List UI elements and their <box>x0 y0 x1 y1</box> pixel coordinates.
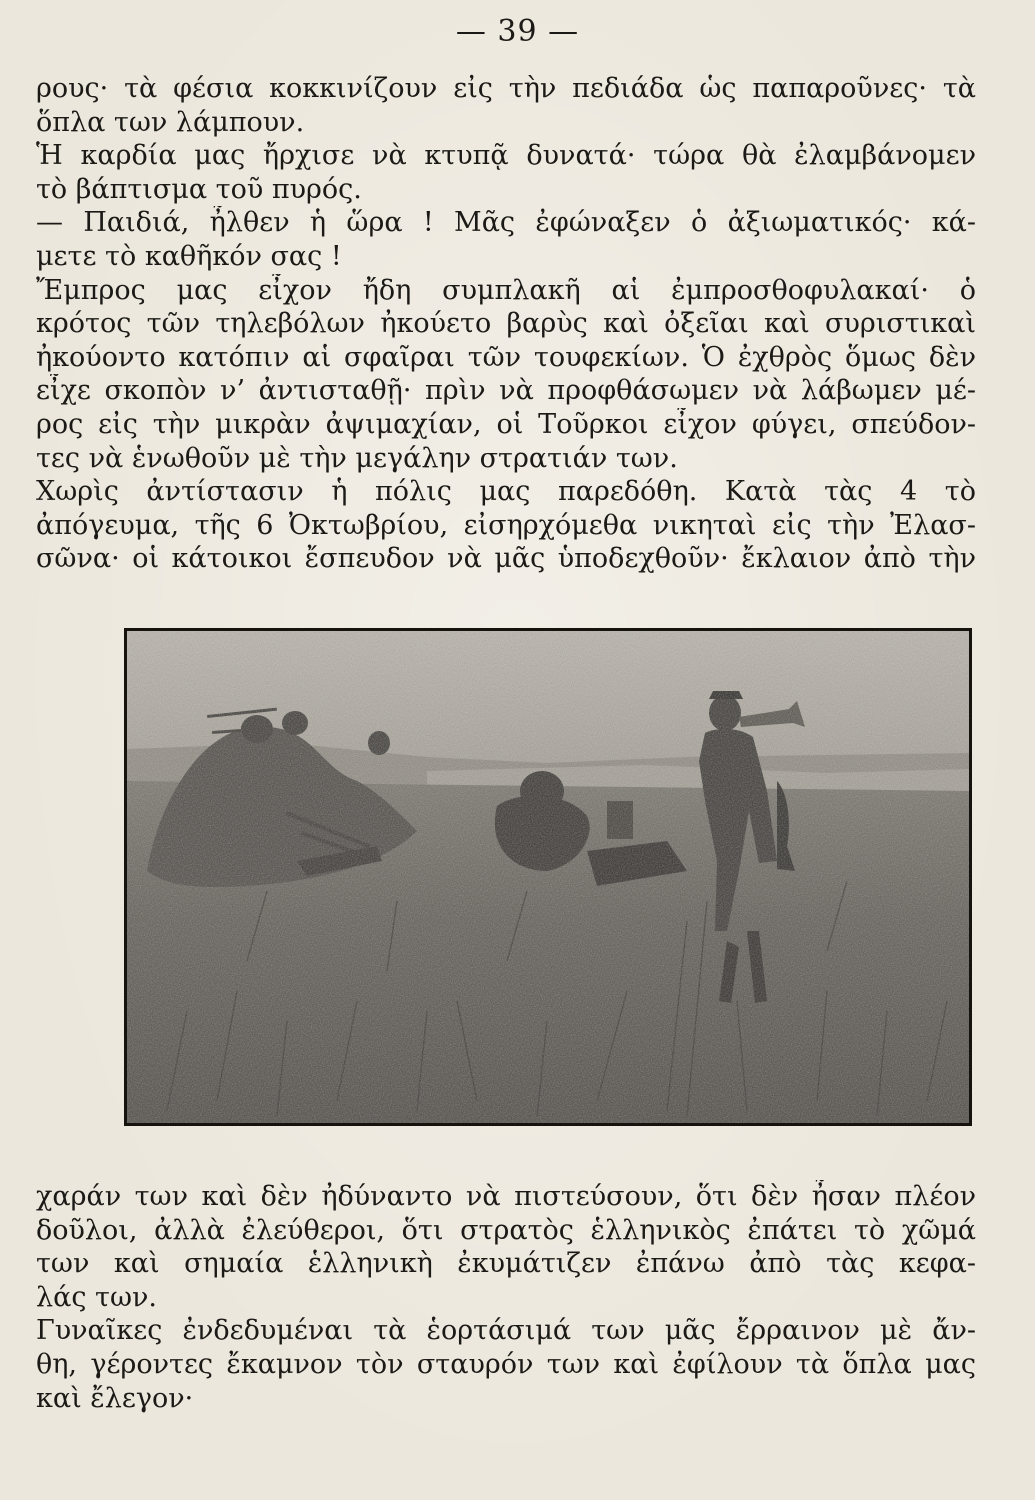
text-line: Χωρὶς ἀντίστασιν ἡ πόλις μας παρεδόθη. Κατὰ τὰς 4 τὸ <box>36 476 976 508</box>
text-line: εἶχε σκοπὸν ν’ ἀντισταθῇ· πρὶν νὰ προφθάσωμεν νὰ λάβωμεν μέ- <box>36 375 976 407</box>
text-line: καὶ ἔλεγον· <box>36 1382 194 1414</box>
photo-illustration <box>127 631 969 1123</box>
text-line: των καὶ σημαία ἑλληνικὴ ἐκυμάτιζεν ἐπάνω ἀπὸ τὰς κεφα- <box>36 1248 976 1280</box>
text-line: σῶνα· οἱ κάτοικοι ἔσπευδον νὰ μᾶς ὑποδεχθοῦν· ἔκλαιον ἀπὸ τὴν <box>36 543 976 575</box>
text-line: ρους· τὰ φέσια κοκκινίζουν εἰς τὴν πεδιάδα ὡς παπαροῦνες· τὰ <box>36 73 976 104</box>
battle-photograph <box>124 628 972 1126</box>
text-line: τὸ βάπτισμα τοῦ πυρός. <box>36 173 362 205</box>
text-line: θη, γέροντες ἔκαμνον τὸν σταυρόν των καὶ ἐφίλουν τὰ ὅπλα μας <box>36 1348 976 1380</box>
text-line: χαράν των καὶ δὲν ἠδύναντο νὰ πιστεύσουν, ὅτι δὲν ἦσαν πλέον <box>36 1181 976 1212</box>
text-line: δοῦλοι, ἀλλὰ ἐλεύθεροι, ὅτι στρατὸς ἑλληνικὸς ἐπάτει τὸ χῶμά <box>36 1214 976 1246</box>
text-line: Ἔμπρος μας εἶχον ἤδη συμπλακῆ αἱ ἐμπροσθοφυλακαί· ὁ <box>36 274 976 306</box>
upper-paragraphs <box>36 72 976 576</box>
text-line: Ἡ καρδία μας ἤρχισε νὰ κτυπᾷ δυνατά· τώρα θὰ ἐλαμβάνομεν <box>36 140 976 172</box>
text-line: τες νὰ ἑνωθοῦν μὲ τὴν μεγάλην στρατιάν των. <box>36 442 678 474</box>
text-line: μετε τὸ καθῆκόν σας ! <box>36 240 342 272</box>
text-line: λάς των. <box>36 1281 157 1313</box>
text-line: ἀπόγευμα, τῆς 6 Ὀκτωβρίου, εἰσηρχόμεθα νικηταὶ εἰς τὴν Ἐλασ- <box>36 509 976 541</box>
text-line: κρότος τῶν τηλεβόλων ἠκούετο βαρὺς καὶ ὀξεῖαι καὶ συριστικαὶ <box>36 308 976 340</box>
lower-paragraphs <box>36 1180 976 1415</box>
page-number: — 39 — <box>455 14 580 49</box>
text-line: — Παιδιά, ἦλθεν ἡ ὥρα ! Μᾶς ἐφώναξεν ὁ ἀξιωματικός· κά- <box>36 207 976 239</box>
text-line: ἠκούοντο κατόπιν αἱ σφαῖραι τῶν τουφεκίων. Ὁ ἐχθρὸς ὅμως δὲν <box>36 341 976 373</box>
text-line: ὅπλα των λάμπουν. <box>36 106 305 138</box>
text-line: ρος εἰς τὴν μικρὰν ἀψιμαχίαν, οἱ Τοῦρκοι εἶχον φύγει, σπεύδον- <box>36 408 976 440</box>
text-line: Γυναῖκες ἐνδεδυμέναι τὰ ἑορτάσιμά των μᾶς ἔρραινον μὲ ἄν- <box>36 1315 976 1347</box>
